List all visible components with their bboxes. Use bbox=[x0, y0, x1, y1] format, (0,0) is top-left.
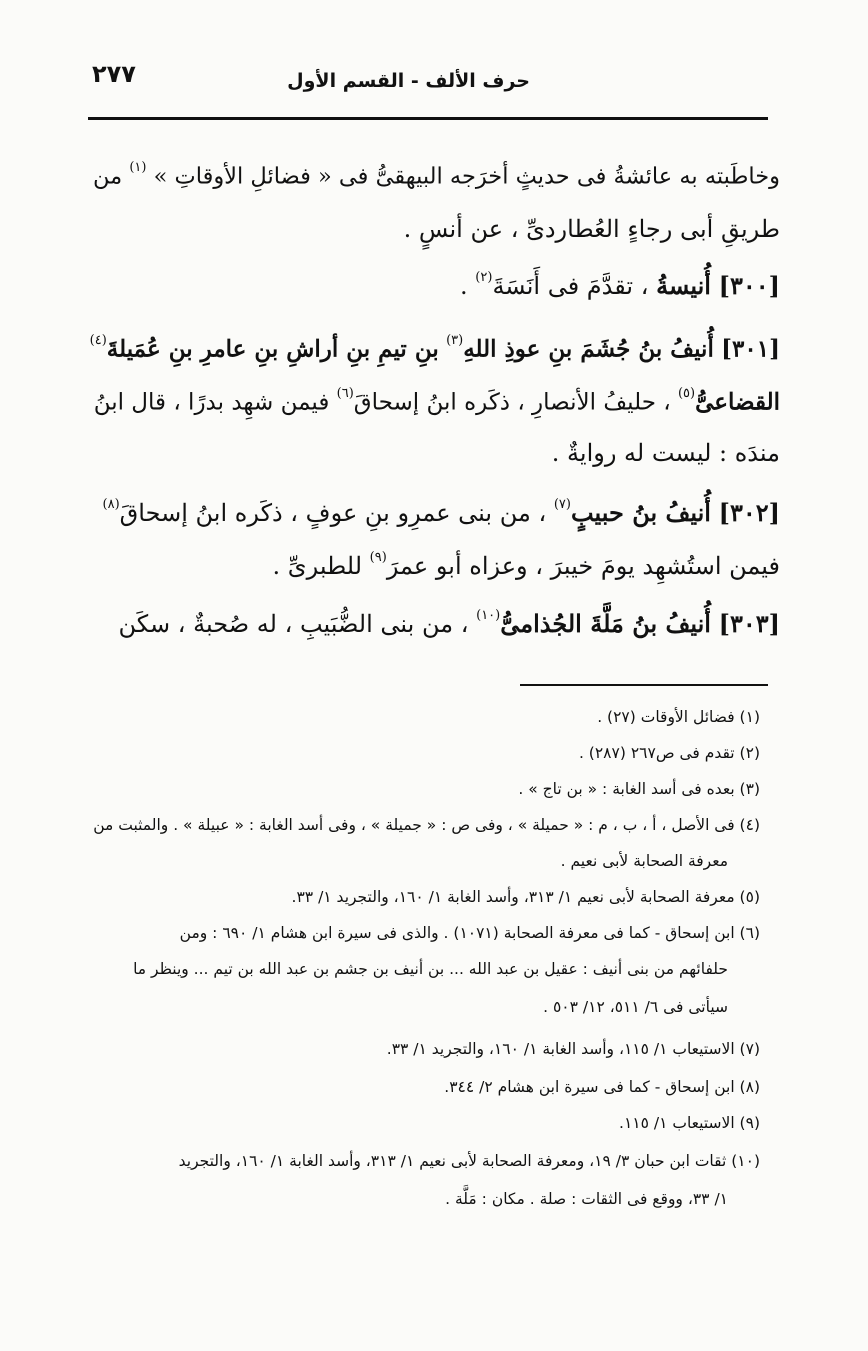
entry-303-line-1 bbox=[84, 602, 780, 642]
entry-301-line-1 bbox=[90, 327, 780, 368]
body-text: ، من بنى الضُّبَيبِ ، له صُحبةٌ ، سكَن bbox=[118, 610, 469, 638]
footnote-separator bbox=[520, 684, 768, 686]
footnote-ref: (٦) bbox=[336, 386, 354, 401]
entry-300 bbox=[460, 264, 780, 304]
footnote-ref: (٣) bbox=[446, 333, 464, 348]
footnote-6: (٦) ابن إسحاق - كما فى معرفة الصحابة (١٠٧١) . والذى فى سيرة ابن هشام ١/ ٦٩٠ : ومن bbox=[179, 924, 760, 942]
body-line-1 bbox=[84, 154, 780, 195]
footnote-ref: (٨) bbox=[102, 497, 120, 512]
entry-301-line-3 bbox=[552, 435, 780, 471]
body-text: ، تقدَّمَ فى أَنَسَةَ bbox=[492, 272, 649, 300]
footnote-1: (١) فضائل الأوقات (٢٧) . bbox=[597, 708, 760, 726]
footnote-ref: (٩) bbox=[369, 550, 387, 565]
page-number: ٢٧٧ bbox=[92, 60, 136, 88]
entry-302-line-1 bbox=[103, 491, 780, 531]
footnote-6-cont: حلفائهم من بنى أنيف : عقيل بن عبد الله ... بن أنيف بن جشم بن عبد الله بن تيم ... وينظر ما bbox=[133, 960, 728, 978]
entry-name: بنِ تيمِ بنِ أراشِ بنِ عامرِ بنِ عُمَيلةَ bbox=[106, 335, 439, 363]
footnote-ref: (١٠) bbox=[476, 608, 501, 623]
footnote-7: (٧) الاستيعاب ١/ ١١٥، وأسد الغابة ١/ ١٦٠، والتجريد ١/ ٣٣. bbox=[386, 1040, 760, 1058]
footnote-5: (٥) معرفة الصحابة لأبى نعيم ١/ ٣١٣، وأسد الغابة ١/ ١٦٠، والتجريد ١/ ٣٣. bbox=[291, 888, 760, 906]
footnote-ref: (١) bbox=[129, 160, 147, 175]
body-text: مندَه : ليست له روايةٌ . bbox=[551, 439, 780, 467]
footnote-4: (٤) فى الأصل ، أ ، ب ، م : « حميلة » ، وفى ص : « جميلة » ، وفى أسد الغابة : « عبيلة » . والمثبت من bbox=[93, 816, 760, 834]
entry-302-line-2 bbox=[273, 544, 780, 584]
body-text: ، من بنى عمرِو بنِ عوفٍ ، ذكَره ابنُ إسحاقَ bbox=[119, 499, 547, 527]
entry-name: القضاعىُّ bbox=[695, 388, 780, 416]
footnote-ref: (٥) bbox=[677, 386, 696, 401]
body-text: ، حليفُ الأنصارِ ، ذكَره ابنُ إسحاقَ bbox=[353, 389, 671, 416]
entry-number: [٣٠٣] bbox=[718, 609, 780, 638]
header-rule bbox=[88, 117, 768, 120]
footnote-10: (١٠) ثقات ابن حبان ٣/ ١٩، ومعرفة الصحابة لأبى نعيم ١/ ٣١٣، وأسد الغابة ١/ ١٦٠، والتجريد bbox=[178, 1152, 760, 1170]
entry-name: أُنيسةُ bbox=[656, 271, 711, 300]
body-text: فيمن شهِد بدرًا ، قال ابنُ bbox=[93, 389, 330, 416]
footnote-10-cont: ١/ ٣٣، ووقع فى الثقات : صلة . مكان : مَلَّة . bbox=[445, 1190, 728, 1208]
footnote-3: (٣) بعده فى أسد الغابة : « بن تاج » . bbox=[518, 780, 760, 798]
entry-name: أُنيفُ بنُ حبيبٍ bbox=[570, 498, 711, 527]
entry-name: أُنيفُ بنُ مَلَّةَ الجُذامىُّ bbox=[500, 609, 711, 638]
body-text: للطبرىِّ . bbox=[272, 552, 363, 580]
body-text: طريقِ أبى رجاءٍ العُطاردىِّ ، عن أنسٍ . bbox=[403, 215, 780, 243]
running-header-title: حرف الألف - القسم الأول bbox=[287, 70, 530, 92]
entry-number: [٣٠٢] bbox=[718, 498, 780, 527]
footnote-ref: (٤) bbox=[89, 333, 107, 348]
footnote-6-cont-2: سيأتى فى ٦/ ٥١١، ١٢/ ٥٠٣ . bbox=[543, 998, 728, 1016]
entry-number: [٣٠١] bbox=[721, 335, 780, 363]
footnote-ref: (٧) bbox=[553, 497, 571, 512]
footnote-4-cont: معرفة الصحابة لأبى نعيم . bbox=[560, 852, 728, 870]
footnote-9: (٩) الاستيعاب ١/ ١١٥. bbox=[619, 1114, 760, 1132]
footnote-2: (٢) تقدم فى ص٢٦٧ (٢٨٧) . bbox=[578, 744, 760, 762]
footnote-ref: (٢) bbox=[475, 270, 493, 285]
body-text: . bbox=[460, 272, 468, 300]
entry-name: أُنيفُ بنُ جُشَمَ بنِ عوذِ اللهِ bbox=[463, 335, 714, 363]
body-text: من bbox=[92, 163, 123, 190]
body-line-2 bbox=[404, 211, 780, 247]
entry-number: [٣٠٠] bbox=[718, 271, 780, 300]
body-text: فيمن استُشهِد يومَ خيبرَ ، وعزاه أبو عمرَ bbox=[386, 552, 780, 580]
body-text: وخاطَبته به عائشةُ فى حديثٍ أخرَجه البيهقىُّ فى « فضائلِ الأوقاتِ » bbox=[153, 163, 780, 190]
entry-301-line-2 bbox=[84, 380, 780, 421]
footnote-8: (٨) ابن إسحاق - كما فى سيرة ابن هشام ٢/ ٣٤٤. bbox=[444, 1078, 760, 1096]
